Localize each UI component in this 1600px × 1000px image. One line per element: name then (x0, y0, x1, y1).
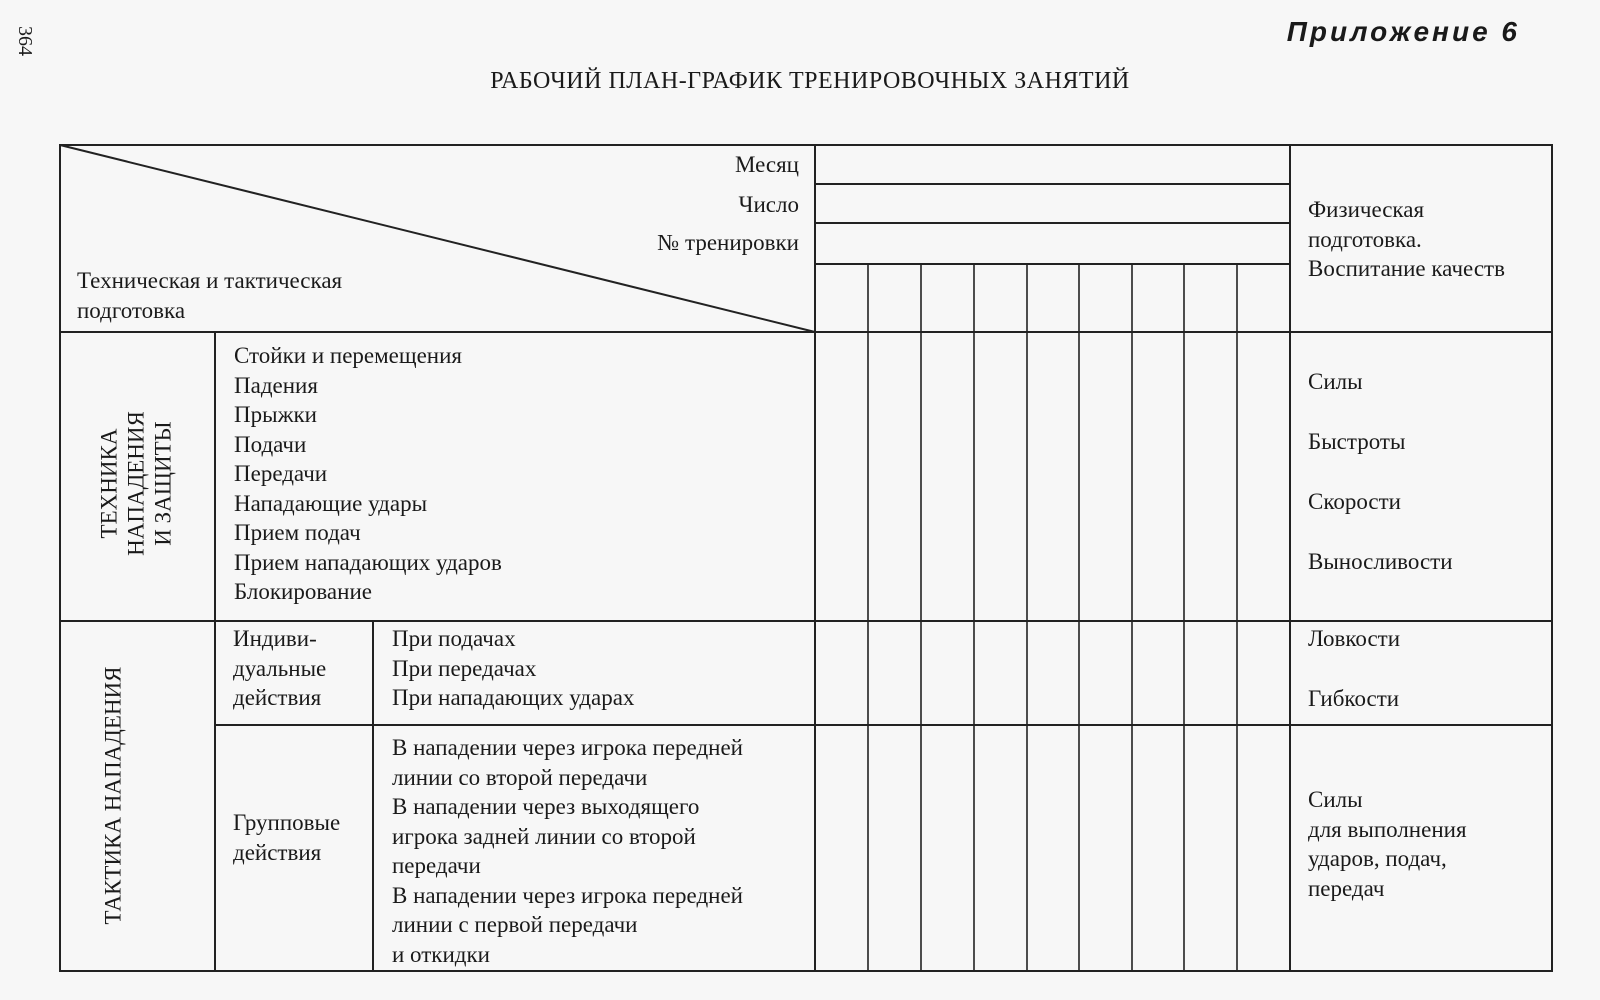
list-item: Падения (234, 372, 318, 398)
page-number: 364 (14, 26, 36, 56)
physical-label-line: Воспитание качеств (1308, 256, 1505, 281)
individual-label-line: действия (233, 685, 322, 710)
list-item: В нападении через выходящего (392, 794, 700, 819)
month-label: Месяц (734, 152, 799, 177)
group-quality-line: для выполнения (1308, 816, 1467, 842)
quality-item: Быстроты (1308, 429, 1406, 454)
list-item: Нападающие удары (234, 490, 428, 516)
list-item: передачи (392, 853, 481, 878)
list-item: линии с первой передачи (392, 912, 638, 937)
tactics-section-title: ТАКТИКА НАПАДЕНИЯ (100, 666, 126, 925)
list-item: и откидки (392, 941, 490, 967)
individual-actions-label (233, 624, 326, 713)
technique-title-line: ТЕХНИКА (96, 428, 122, 539)
group-actions-label (233, 808, 340, 867)
quality-item: Выносливости (1308, 549, 1453, 574)
schedule-columns (868, 264, 1237, 971)
technique-items-list (234, 341, 502, 607)
quality-item: Гибкости (1308, 686, 1400, 711)
physical-label (1308, 195, 1505, 284)
quality-item: Ловкости (1308, 626, 1401, 651)
physical-label-line: Физическая (1308, 197, 1425, 222)
group-quality-line: передач (1308, 875, 1385, 901)
individual-label-line: дуальные (233, 655, 327, 681)
list-item: В нападении через игрока передней (392, 882, 743, 908)
list-item: Прием подач (234, 520, 361, 545)
list-item: Прыжки (234, 402, 317, 427)
list-item: игрока задней линии со второй (392, 823, 696, 849)
group-quality-line: Силы (1308, 787, 1363, 812)
list-item: Подачи (234, 431, 307, 457)
list-item: При нападающих ударах (392, 685, 635, 710)
group-items-list (392, 733, 743, 969)
individual-items-list (392, 624, 634, 713)
list-item: При передачах (392, 655, 537, 681)
list-item: При подачах (392, 626, 516, 651)
technique-title-line: И ЗАЩИТЫ (150, 421, 176, 546)
list-item: линии со второй передачи (392, 764, 648, 790)
list-item: Стойки и перемещения (234, 343, 462, 368)
list-item: Прием нападающих ударов (234, 549, 502, 575)
technical-tactical-label: Техническая и тактическая подготовка (77, 268, 343, 323)
group-quality (1308, 785, 1467, 903)
individual-label-line: Индиви- (233, 626, 317, 651)
training-number-label: № тренировки (657, 230, 799, 255)
date-label: Число (738, 192, 799, 217)
list-item: В нападении через игрока передней (392, 735, 743, 760)
appendix-label: Приложение 6 (1286, 16, 1520, 47)
list-item: Блокирование (234, 579, 372, 604)
document-title: РАБОЧИЙ ПЛАН-ГРАФИК ТРЕНИРОВОЧНЫХ ЗАНЯТИЙ (490, 68, 1130, 94)
group-quality-line: ударов, подач, (1308, 846, 1447, 871)
technique-section-title (96, 379, 177, 589)
technique-title-line: НАПАДЕНИЯ (123, 411, 149, 556)
physical-label-line: подготовка. (1308, 226, 1422, 252)
group-label-line: Групповые (233, 810, 341, 835)
quality-item: Скорости (1308, 489, 1401, 514)
group-label-line: действия (233, 839, 322, 865)
list-item: Передачи (234, 461, 328, 486)
quality-item: Силы (1308, 369, 1363, 394)
